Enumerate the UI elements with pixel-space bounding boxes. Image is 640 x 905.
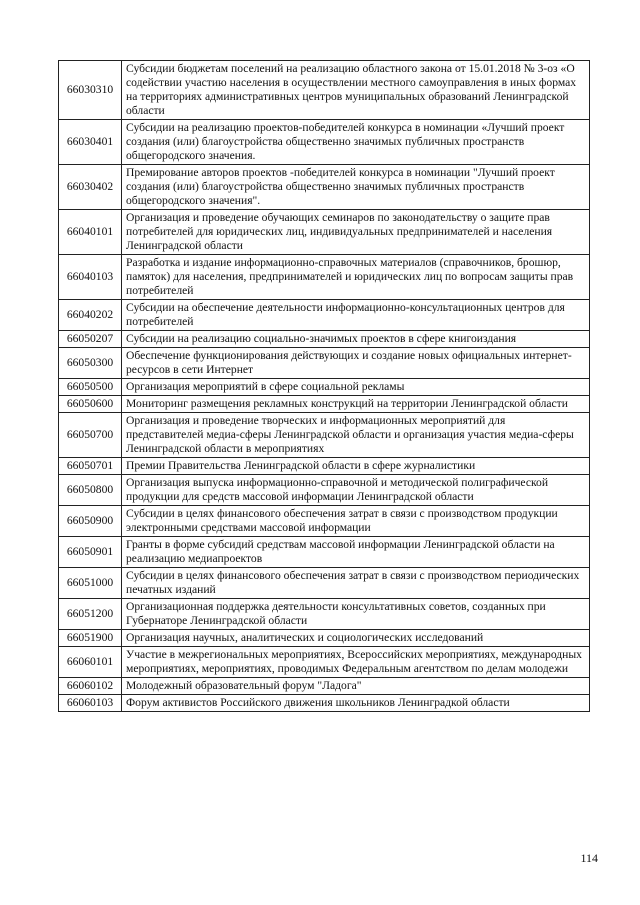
table-row — [59, 695, 590, 712]
code-cell: 66060102 — [59, 678, 122, 695]
table-row — [59, 165, 590, 210]
table-row — [59, 379, 590, 396]
description-cell: Мониторинг размещения рекламных конструкций на территории Ленинградской области — [122, 396, 590, 413]
description-cell: Организационная поддержка деятельности консультативных советов, созданных при Губернаторе Ленинградской области — [122, 599, 590, 630]
table-row — [59, 506, 590, 537]
code-cell: 66050700 — [59, 413, 122, 458]
table-row — [59, 413, 590, 458]
table-row — [59, 255, 590, 300]
table-row — [59, 568, 590, 599]
table-row — [59, 61, 590, 120]
description-cell: Гранты в форме субсидий средствам массовой информации Ленинградской области на реализацию медиапроектов — [122, 537, 590, 568]
description-cell: Субсидии на реализацию социально-значимых проектов в сфере книгоиздания — [122, 331, 590, 348]
code-cell: 66030402 — [59, 165, 122, 210]
code-cell: 66040202 — [59, 300, 122, 331]
description-cell: Субсидии бюджетам поселений на реализацию областного закона от 15.01.2018 № 3-оз «О содействии участию населения в осуществлении местного самоуправления в иных формах на территориях административных центров муниципальных образований Ленинградской области — [122, 61, 590, 120]
code-cell: 66040103 — [59, 255, 122, 300]
description-cell: Участие в межрегиональных мероприятиях, Всероссийских мероприятиях, международных мероприятиях, мероприятиях, проводимых Федеральным агентством по делам молодежи — [122, 647, 590, 678]
code-cell: 66030401 — [59, 120, 122, 165]
code-cell: 66030310 — [59, 61, 122, 120]
code-cell: 66040101 — [59, 210, 122, 255]
table-row — [59, 630, 590, 647]
description-cell: Субсидии на реализацию проектов-победителей конкурса в номинации «Лучший проект создания (или) благоустройства общественно значимых публичных пространств общегородского значения. — [122, 120, 590, 165]
description-cell: Премирование авторов проектов -победителей конкурса в номинации "Лучший проект создания (или) благоустройства общественно значимых публичных пространств общегородского значения". — [122, 165, 590, 210]
code-cell: 66060101 — [59, 647, 122, 678]
budget-code-table-body — [59, 61, 590, 712]
code-cell: 66050207 — [59, 331, 122, 348]
code-cell: 66050701 — [59, 458, 122, 475]
code-cell: 66050300 — [59, 348, 122, 379]
code-cell: 66060103 — [59, 695, 122, 712]
code-cell: 66051200 — [59, 599, 122, 630]
table-row — [59, 348, 590, 379]
code-cell: 66051900 — [59, 630, 122, 647]
table-row — [59, 475, 590, 506]
description-cell: Субсидии в целях финансового обеспечения затрат в связи с производством продукции электронными средствами массовой информации — [122, 506, 590, 537]
page-number: 114 — [580, 851, 598, 865]
code-cell: 66050900 — [59, 506, 122, 537]
code-cell: 66050901 — [59, 537, 122, 568]
description-cell: Организация и проведение творческих и информационных мероприятий для представителей медиа-сферы Ленинградской области и организация участия медиа-сферы Ленинградской области в мероприятиях — [122, 413, 590, 458]
description-cell: Субсидии в целях финансового обеспечения затрат в связи с производством периодических печатных изданий — [122, 568, 590, 599]
table-row — [59, 396, 590, 413]
description-cell: Обеспечение функционирования действующих и создание новых официальных интернет-ресурсов в сети Интернет — [122, 348, 590, 379]
description-cell: Субсидии на обеспечение деятельности информационно-консультационных центров для потребителей — [122, 300, 590, 331]
table-row — [59, 678, 590, 695]
description-cell: Премии Правительства Ленинградской области в сфере журналистики — [122, 458, 590, 475]
code-cell: 66050600 — [59, 396, 122, 413]
budget-code-table — [58, 60, 590, 712]
table-row — [59, 647, 590, 678]
code-cell: 66050500 — [59, 379, 122, 396]
table-row — [59, 458, 590, 475]
table-row — [59, 210, 590, 255]
table-row — [59, 300, 590, 331]
code-cell: 66050800 — [59, 475, 122, 506]
table-row — [59, 599, 590, 630]
description-cell: Организация и проведение обучающих семинаров по законодательству о защите прав потребителей для юридических лиц, индивидуальных предпринимателей и населения Ленинградской области — [122, 210, 590, 255]
description-cell: Организация мероприятий в сфере социальной рекламы — [122, 379, 590, 396]
description-cell: Разработка и издание информационно-справочных материалов (справочников, брошюр, памяток) для населения, предпринимателей и юридических лиц по вопросам защиты прав потребителей — [122, 255, 590, 300]
table-row — [59, 331, 590, 348]
table-row — [59, 537, 590, 568]
description-cell: Организация научных, аналитических и социологических исследований — [122, 630, 590, 647]
description-cell: Организация выпуска информационно-справочной и методической полиграфической продукции для средств массовой информации Ленинградской области — [122, 475, 590, 506]
code-cell: 66051000 — [59, 568, 122, 599]
description-cell: Форум активистов Российского движения школьников Ленинградкой области — [122, 695, 590, 712]
description-cell: Молодежный образовательный форум "Ладога" — [122, 678, 590, 695]
table-row — [59, 120, 590, 165]
